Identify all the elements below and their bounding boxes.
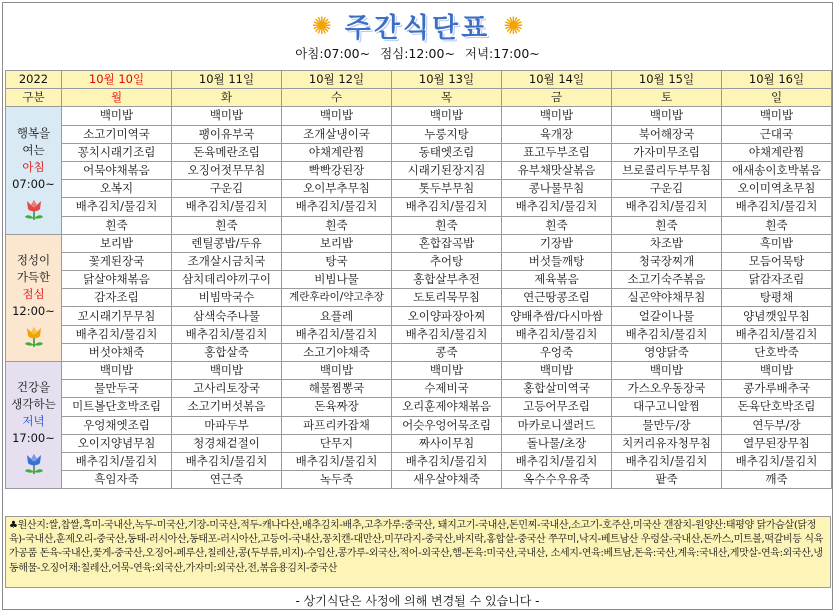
- menu-item-cell: 모듬어묵탕: [722, 252, 832, 270]
- lunch-menu-row: [6, 289, 832, 307]
- section-label-line: 정성이: [16, 252, 51, 267]
- menu-item-cell: 물만두/장: [612, 416, 722, 434]
- date-cell: 10월 13일: [392, 71, 502, 89]
- menu-item-cell: 육개장: [502, 125, 612, 143]
- menu-item-cell: 조개살냉이국: [282, 125, 392, 143]
- menu-item-cell: 백미밥: [722, 362, 832, 380]
- breakfast-menu-row: [6, 143, 832, 161]
- menu-item-cell: 야채계란찜: [722, 143, 832, 161]
- menu-item-cell: 청경채겉절이: [172, 434, 282, 452]
- menu-item-cell: 얼갈이나물: [612, 307, 722, 325]
- menu-item-cell: 새우살야채죽: [392, 471, 502, 489]
- menu-item-cell: 백미밥: [502, 362, 612, 380]
- menu-item-cell: 팥죽: [612, 471, 722, 489]
- menu-item-cell: 근대국: [722, 125, 832, 143]
- menu-item-cell: 버섯들깨탕: [502, 252, 612, 270]
- menu-item-cell: 수제비국: [392, 380, 502, 398]
- lunch-menu-row: [6, 325, 832, 343]
- dinner-menu-row: [6, 452, 832, 470]
- menu-item-cell: 대구고니알찜: [612, 398, 722, 416]
- menu-item-cell: 콩나물무침: [502, 180, 612, 198]
- dinner-menu-row: [6, 362, 832, 380]
- meal-name: 저녁: [22, 414, 45, 429]
- menu-item-cell: 배추김치/물김치: [612, 325, 722, 343]
- menu-item-cell: 꽃게된장국: [62, 252, 172, 270]
- menu-item-cell: 표고두부조림: [502, 143, 612, 161]
- title-row: [0, 6, 835, 44]
- date-cell: 10월 15일: [612, 71, 722, 89]
- menu-item-cell: 단무지: [282, 434, 392, 452]
- section-label-line: 행복을: [16, 125, 51, 140]
- menu-item-cell: 오이부추무침: [282, 180, 392, 198]
- menu-item-cell: 오이지양념무침: [62, 434, 172, 452]
- meal-time: 12:00~: [12, 303, 55, 318]
- date-cell: 10월 16일: [722, 71, 832, 89]
- origin-notice: ♣원산지:쌀,찹쌀,흑미-국내산,녹두-미국산,기장-미국산,적두-캐나다산,배추김치-배추,고추가루:중국산, 돼지고기-국내산,돈민찌-국내산,소고기-호주산,미국산 갠잠치-원양산:태평양 닭가슴살(닭정육)-국내산,훈제오리-중국산,동태-러시아산,동태포-러시아산,고등어-국내산,꽁치캔-대만산,미꾸라지-중국산,바지락,홍합살-중국산 쭈꾸미,낙지-베트남산 우렁살-국내산,돈까스,미트볼,떡갈비등 식육가공품 돈육-국내산,꽃게-중국산,오징어-페루산,칠레산,콩(두부류,비지)-수입산,콩가루-외국산,적어-외국산,햄-돈육:미국산,국내산, 소세지-연육:베트남,돈육:국산,계육:국내산,게맛살-연육:외국산,냉동해물-오징어채:칠레산,어묵-연육:외국산,가자미:외국산,전,볶음용김치-중국산: [5, 516, 831, 588]
- menu-item-cell: 추어탕: [392, 252, 502, 270]
- menu-item-cell: 닭감자조림: [722, 271, 832, 289]
- meal-name: 점심: [22, 286, 45, 301]
- menu-item-cell: 배추김치/물김치: [612, 452, 722, 470]
- gubun-cell: 구분: [6, 89, 62, 107]
- menu-item-cell: 팽이유부국: [172, 125, 282, 143]
- menu-item-cell: 콩가루배추국: [722, 380, 832, 398]
- menu-item-cell: 소고기버섯볶음: [172, 398, 282, 416]
- menu-item-cell: 영양닭죽: [612, 343, 722, 361]
- date-cell: 10월 10일: [62, 71, 172, 89]
- menu-item-cell: 마파두부: [172, 416, 282, 434]
- menu-item-cell: 배추김치/물김치: [392, 325, 502, 343]
- menu-item-cell: 돈육단호박조림: [722, 398, 832, 416]
- menu-item-cell: 배추김치/물김치: [62, 452, 172, 470]
- lunch-label: [6, 234, 62, 361]
- menu-item-cell: 물만두국: [62, 380, 172, 398]
- menu-item-cell: 시래기된장지짐: [392, 161, 502, 179]
- date-header-row: [6, 71, 832, 89]
- menu-item-cell: 조개살시금치국: [172, 252, 282, 270]
- menu-item-cell: 소고기야채죽: [282, 343, 392, 361]
- day-cell: 금: [502, 89, 612, 107]
- menu-item-cell: 백미밥: [282, 107, 392, 125]
- lunch-time: 점심:12:00~: [380, 46, 455, 61]
- menu-item-cell: 흑임자죽: [62, 471, 172, 489]
- menu-item-cell: 백미밥: [612, 362, 722, 380]
- menu-item-cell: 탕국: [282, 252, 392, 270]
- lunch-menu-row: [6, 343, 832, 361]
- menu-item-cell: 가자미무조림: [612, 143, 722, 161]
- menu-item-cell: 양념깻잎무침: [722, 307, 832, 325]
- sunflower-icon: ✺: [503, 11, 524, 40]
- menu-item-cell: 백미밥: [62, 107, 172, 125]
- menu-item-cell: 배추김치/물김치: [722, 198, 832, 216]
- lunch-menu-row: [6, 307, 832, 325]
- menu-item-cell: 홍합살부추전: [392, 271, 502, 289]
- section-label-line: 가득한: [16, 269, 51, 284]
- section-label-line: 생각하는: [11, 397, 56, 412]
- menu-item-cell: 홍합살죽: [172, 343, 282, 361]
- menu-item-cell: 삼색숙주나물: [172, 307, 282, 325]
- menu-item-cell: 양배추쌈/다시마쌈: [502, 307, 612, 325]
- dinner-menu-row: [6, 434, 832, 452]
- menu-item-cell: 흰죽: [392, 216, 502, 234]
- menu-item-cell: 흰죽: [502, 216, 612, 234]
- menu-item-cell: 보리밥: [282, 234, 392, 252]
- menu-item-cell: 보리밥: [62, 234, 172, 252]
- menu-item-cell: 백미밥: [172, 362, 282, 380]
- breakfast-menu-row: [6, 161, 832, 179]
- menu-item-cell: 브로콜리두부무침: [612, 161, 722, 179]
- flower-icon: [22, 451, 46, 475]
- footer-note: - 상기식단은 사정에 의해 변경될 수 있습니다 -: [295, 594, 540, 608]
- dinner-time: 저녁:17:00~: [464, 46, 540, 61]
- menu-item-cell: 우엉채엣조림: [62, 416, 172, 434]
- menu-item-cell: 실곤약야채무침: [612, 289, 722, 307]
- flower-icon: [22, 197, 46, 221]
- menu-item-cell: 오이미역초무침: [722, 180, 832, 198]
- menu-item-cell: 꽁치시래기조림: [62, 143, 172, 161]
- menu-item-cell: 배추김치/물김치: [172, 325, 282, 343]
- section-label-line: 건강을: [16, 380, 51, 395]
- menu-item-cell: 삼치데리야끼구이: [172, 271, 282, 289]
- menu-item-cell: 요플레: [282, 307, 392, 325]
- menu-item-cell: 닭살야채볶음: [62, 271, 172, 289]
- menu-item-cell: 백미밥: [392, 362, 502, 380]
- page-title: 주간식단표: [344, 13, 491, 44]
- menu-item-cell: 배추김치/물김치: [282, 198, 392, 216]
- menu-item-cell: 돈육메란조림: [172, 143, 282, 161]
- menu-item-cell: 소고기숙주볶음: [612, 271, 722, 289]
- day-cell: 목: [392, 89, 502, 107]
- menu-item-cell: 동태엣조림: [392, 143, 502, 161]
- menu-item-cell: 흰죽: [62, 216, 172, 234]
- meal-name: 아침: [22, 159, 45, 174]
- menu-item-cell: 배추김치/물김치: [502, 452, 612, 470]
- menu-item-cell: 열무된장무침: [722, 434, 832, 452]
- day-cell: 토: [612, 89, 722, 107]
- menu-item-cell: 연두부/장: [722, 416, 832, 434]
- menu-item-cell: 배추김치/물김치: [282, 325, 392, 343]
- menu-item-cell: 고등어무조림: [502, 398, 612, 416]
- weekly-menu-table: [5, 70, 832, 489]
- menu-item-cell: 북어해장국: [612, 125, 722, 143]
- menu-item-cell: 배추김치/물김치: [172, 452, 282, 470]
- lunch-menu-row: [6, 234, 832, 252]
- menu-item-cell: 야채계란찜: [282, 143, 392, 161]
- menu-item-cell: 배추김치/물김치: [722, 452, 832, 470]
- date-cell: 10월 14일: [502, 71, 612, 89]
- menu-item-cell: 배추김치/물김치: [62, 325, 172, 343]
- menu-item-cell: 버섯야채죽: [62, 343, 172, 361]
- menu-item-cell: 배추김치/물김치: [392, 198, 502, 216]
- dinner-menu-row: [6, 398, 832, 416]
- menu-item-cell: 흰죽: [612, 216, 722, 234]
- menu-item-cell: 어묵야채볶음: [62, 161, 172, 179]
- menu-item-cell: 애새송이호박볶음: [722, 161, 832, 179]
- menu-item-cell: 백미밥: [62, 362, 172, 380]
- menu-item-cell: 꼬시래기무무침: [62, 307, 172, 325]
- menu-item-cell: 파프리카잡채: [282, 416, 392, 434]
- menu-item-cell: 가스오우동장국: [612, 380, 722, 398]
- date-cell: 10월 11일: [172, 71, 282, 89]
- year-cell: 2022: [6, 71, 62, 89]
- menu-item-cell: 톳두부무침: [392, 180, 502, 198]
- menu-item-cell: 비빔나물: [282, 271, 392, 289]
- menu-item-cell: 오징어젓무무침: [172, 161, 282, 179]
- menu-item-cell: 흑미밥: [722, 234, 832, 252]
- date-cell: 10월 12일: [282, 71, 392, 89]
- lunch-menu-row: [6, 271, 832, 289]
- menu-item-cell: 제육볶음: [502, 271, 612, 289]
- menu-item-cell: 기장밥: [502, 234, 612, 252]
- menu-item-cell: 배추김치/물김치: [502, 198, 612, 216]
- menu-item-cell: 짜사이무침: [392, 434, 502, 452]
- dinner-menu-row: [6, 471, 832, 489]
- menu-item-cell: 돌나물/초장: [502, 434, 612, 452]
- menu-item-cell: 배추김치/물김치: [612, 198, 722, 216]
- menu-item-cell: 청국장찌개: [612, 252, 722, 270]
- menu-item-cell: 감자조림: [62, 289, 172, 307]
- menu-item-cell: 배추김치/물김치: [62, 198, 172, 216]
- breakfast-label: [6, 107, 62, 234]
- menu-item-cell: 돈육짜장: [282, 398, 392, 416]
- breakfast-menu-row: [6, 216, 832, 234]
- menu-item-cell: 연근땅콩조림: [502, 289, 612, 307]
- day-cell: 월: [62, 89, 172, 107]
- menu-item-cell: 흰죽: [722, 216, 832, 234]
- breakfast-menu-row: [6, 180, 832, 198]
- menu-item-cell: 백미밥: [172, 107, 282, 125]
- menu-item-cell: 깨죽: [722, 471, 832, 489]
- dinner-menu-row: [6, 416, 832, 434]
- menu-item-cell: 비빔막국수: [172, 289, 282, 307]
- menu-item-cell: 배추김치/물김치: [392, 452, 502, 470]
- flower-icon: [22, 324, 46, 348]
- menu-item-cell: 차조밥: [612, 234, 722, 252]
- menu-item-cell: 구운김: [612, 180, 722, 198]
- menu-item-cell: 흰죽: [172, 216, 282, 234]
- menu-item-cell: 혼합잡곡밥: [392, 234, 502, 252]
- menu-item-cell: 연근죽: [172, 471, 282, 489]
- meal-times: [0, 44, 835, 62]
- menu-item-cell: 콩죽: [392, 343, 502, 361]
- menu-item-cell: 백미밥: [502, 107, 612, 125]
- menu-item-cell: 백미밥: [722, 107, 832, 125]
- day-header-row: [6, 89, 832, 107]
- menu-item-cell: 소고기미역국: [62, 125, 172, 143]
- menu-item-cell: 옥수수우유죽: [502, 471, 612, 489]
- menu-item-cell: 백미밥: [612, 107, 722, 125]
- menu-item-cell: 배추김치/물김치: [722, 325, 832, 343]
- day-cell: 수: [282, 89, 392, 107]
- menu-item-cell: 고사리토장국: [172, 380, 282, 398]
- menu-item-cell: 홍합살미역국: [502, 380, 612, 398]
- menu-item-cell: 배추김치/물김치: [502, 325, 612, 343]
- dinner-menu-row: [6, 380, 832, 398]
- breakfast-menu-row: [6, 198, 832, 216]
- meal-time: 07:00~: [12, 176, 55, 191]
- menu-item-cell: 어슷우엉어묵조림: [392, 416, 502, 434]
- meal-time: 17:00~: [12, 431, 55, 446]
- menu-item-cell: 해물찜뽕국: [282, 380, 392, 398]
- breakfast-menu-row: [6, 107, 832, 125]
- menu-item-cell: 단호박죽: [722, 343, 832, 361]
- menu-item-cell: 빡빡강된장: [282, 161, 392, 179]
- menu-item-cell: 유부채맛살볶음: [502, 161, 612, 179]
- menu-item-cell: 렌틸콩밥/두유: [172, 234, 282, 252]
- menu-item-cell: 우엉죽: [502, 343, 612, 361]
- lunch-menu-row: [6, 252, 832, 270]
- menu-item-cell: 미트볼단호박조림: [62, 398, 172, 416]
- day-cell: 일: [722, 89, 832, 107]
- breakfast-menu-row: [6, 125, 832, 143]
- menu-item-cell: 누룽지탕: [392, 125, 502, 143]
- day-cell: 화: [172, 89, 282, 107]
- menu-item-cell: 배추김치/물김치: [282, 452, 392, 470]
- menu-item-cell: 치커리유자청무침: [612, 434, 722, 452]
- menu-item-cell: 구운김: [172, 180, 282, 198]
- menu-item-cell: 오이양파장아찌: [392, 307, 502, 325]
- menu-item-cell: 탕평채: [722, 289, 832, 307]
- menu-item-cell: 오리훈제야채볶음: [392, 398, 502, 416]
- section-label-line: 여는: [22, 142, 45, 157]
- menu-item-cell: 녹두죽: [282, 471, 392, 489]
- menu-item-cell: 오복지: [62, 180, 172, 198]
- menu-item-cell: 마카로니샐러드: [502, 416, 612, 434]
- sunflower-icon: ✺: [311, 11, 332, 40]
- menu-item-cell: 계란후라이/약고추장: [282, 289, 392, 307]
- menu-item-cell: 백미밥: [392, 107, 502, 125]
- menu-item-cell: 도토리묵무침: [392, 289, 502, 307]
- breakfast-time: 아침:07:00~: [295, 46, 371, 61]
- menu-item-cell: 흰죽: [282, 216, 392, 234]
- menu-item-cell: 백미밥: [282, 362, 392, 380]
- menu-item-cell: 배추김치/물김치: [172, 198, 282, 216]
- dinner-label: [6, 362, 62, 489]
